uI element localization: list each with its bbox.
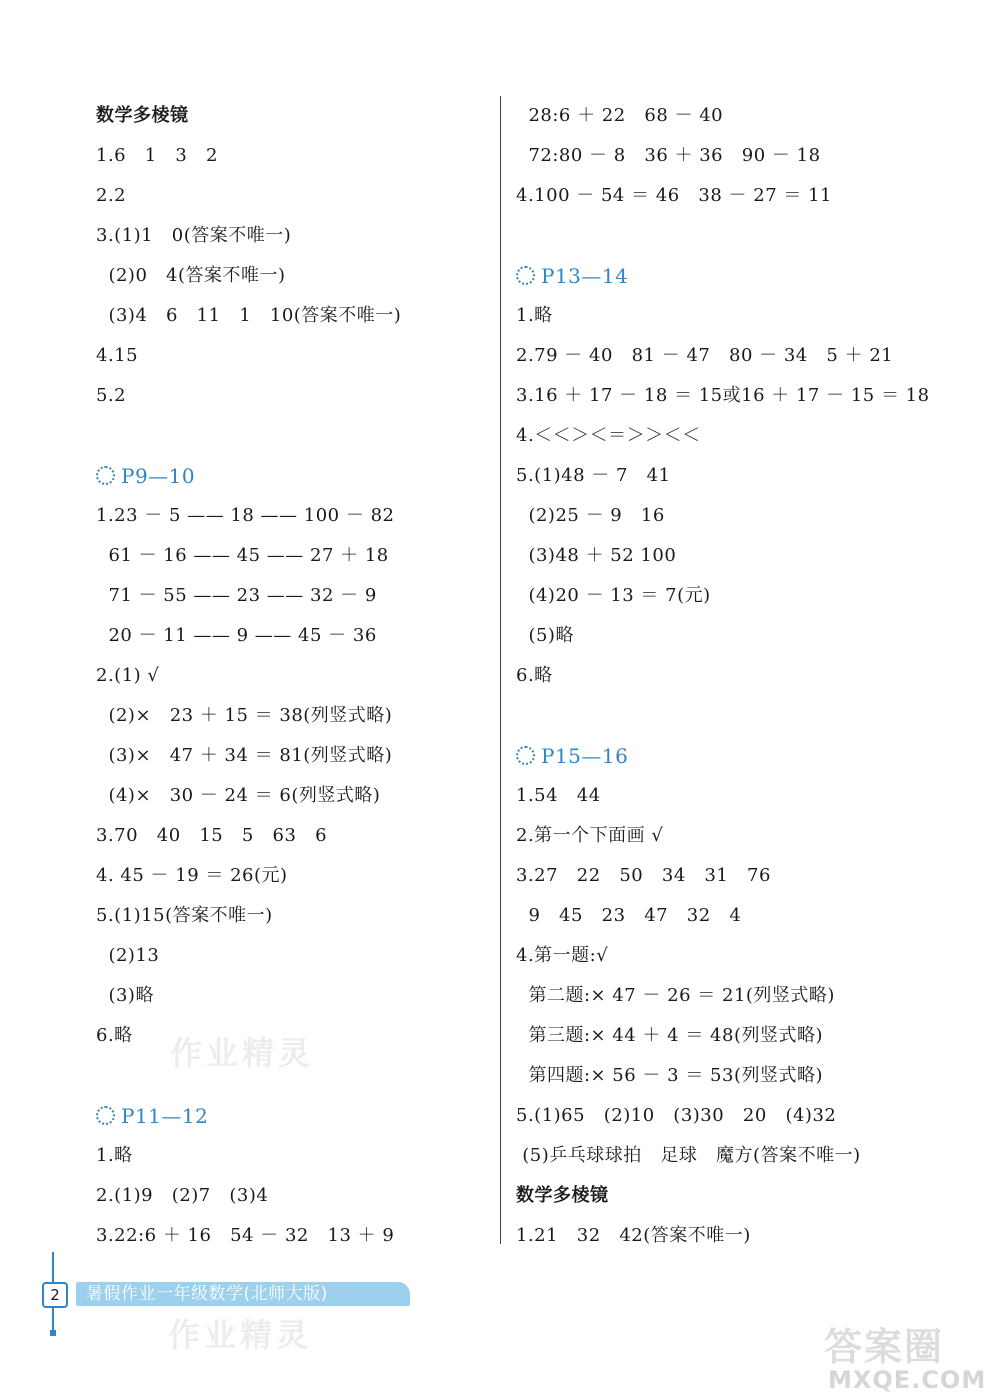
answer-line: 28:6 ＋ 22 68 － 40 (516, 105, 724, 126)
answer-line: (2)× 23 ＋ 15 ＝ 38(列竖式略) (96, 705, 393, 726)
answer-line: 9 45 23 47 32 4 (516, 905, 742, 926)
answer-line: (3)× 47 ＋ 34 ＝ 81(列竖式略) (96, 745, 393, 766)
answer-line: 1.23 － 5 —— 18 —— 100 － 82 (96, 505, 395, 526)
page-number: 2 (42, 1282, 68, 1308)
dotted-circle-icon (516, 746, 535, 765)
faint-watermark-stamp: 作业精灵 (170, 1034, 315, 1072)
answer-line: 72:80 － 8 36 ＋ 36 90 － 18 (516, 145, 821, 166)
answer-line: 71 － 55 —— 23 —— 32 － 9 (96, 585, 377, 606)
answer-line: 1.略 (96, 1145, 133, 1166)
answer-line: 3.16 ＋ 17 － 18 ＝ 15或16 ＋ 17 － 15 ＝ 18 (516, 385, 930, 406)
answer-line: 4.100 － 54 ＝ 46 38 － 27 ＝ 11 (516, 185, 832, 206)
answer-line: (4)× 30 － 24 ＝ 6(列竖式略) (96, 785, 381, 806)
answer-line: 第三题:× 44 ＋ 4 ＝ 48(列竖式略) (516, 1025, 824, 1046)
answer-line: 4.第一题:√ (516, 945, 609, 966)
column-divider (500, 96, 501, 1244)
page-footer (46, 1252, 376, 1342)
answer-line: 5.(1)15(答案不唯一) (96, 905, 273, 926)
section-heading (516, 264, 628, 288)
dotted-circle-icon (96, 466, 115, 485)
answer-line: (2)25 － 9 16 (516, 505, 665, 526)
answer-line: 1.54 44 (516, 785, 601, 806)
faint-watermark-stamp: 作业精灵 (168, 1316, 313, 1354)
answer-line: 3.22:6 ＋ 16 54 － 32 13 ＋ 9 (96, 1225, 395, 1246)
answer-line: 5.2 (96, 385, 127, 406)
answer-line: 6.略 (516, 665, 553, 686)
dotted-circle-icon (96, 1106, 115, 1125)
answer-line: 3.27 22 50 34 31 76 (516, 865, 771, 886)
dotted-circle-icon (516, 266, 535, 285)
answer-line: 5.(1)65 (2)10 (3)30 20 (4)32 (516, 1105, 837, 1126)
section-heading-text: P11—12 (121, 1104, 209, 1128)
answer-line: (3)4 6 11 1 10(答案不唯一) (96, 305, 402, 326)
answer-line: 2.第一个下面画 √ (516, 825, 664, 846)
answer-line: 61 － 16 —— 45 —— 27 ＋ 18 (96, 545, 389, 566)
answer-line: (2)13 (96, 945, 160, 966)
answer-line: 3.(1)1 0(答案不唯一) (96, 225, 292, 246)
section-heading-text: P9—10 (121, 464, 196, 488)
watermark-url: MXQE.COM (828, 1366, 987, 1394)
answer-line: 1.21 32 42(答案不唯一) (516, 1225, 751, 1246)
subsection-title: 数学多棱镜 (516, 1185, 609, 1206)
answer-line: 5.(1)48 － 7 41 (516, 465, 671, 486)
answer-line: (5)略 (516, 625, 574, 646)
answer-line: 1.略 (516, 305, 553, 326)
answer-line: (3)48 ＋ 52 100 (516, 545, 677, 566)
book-title-banner: 暑假作业一年级数学(北师大版) (76, 1282, 410, 1306)
section-heading (516, 744, 628, 768)
answer-line: 1.6 1 3 2 (96, 145, 218, 166)
answer-line: 第二题:× 47 － 26 ＝ 21(列竖式略) (516, 985, 835, 1006)
answer-line: 20 － 11 —— 9 —— 45 － 36 (96, 625, 377, 646)
answer-line: 2.(1)9 (2)7 (3)4 (96, 1185, 269, 1206)
answer-line: 第四题:× 56 － 3 ＝ 53(列竖式略) (516, 1065, 824, 1086)
section-heading-text: P15—16 (541, 744, 629, 768)
watermark-text: 答案圈 (824, 1325, 945, 1369)
answer-line: (4)20 － 13 ＝ 7(元) (516, 585, 711, 606)
answer-line: 2.(1) √ (96, 665, 160, 686)
answer-line: 3.70 40 15 5 63 6 (96, 825, 328, 846)
answer-line: 6.略 (96, 1025, 133, 1046)
answer-line: 2.2 (96, 185, 127, 206)
answer-line: 2.79 － 40 81 － 47 80 － 34 5 ＋ 21 (516, 345, 894, 366)
site-watermark-logo (824, 1316, 992, 1396)
answer-line: (2)0 4(答案不唯一) (96, 265, 286, 286)
answer-line: 4.＜＜＞＜＝＞＞＜＜ (516, 425, 701, 446)
subsection-title: 数学多棱镜 (96, 105, 189, 126)
answer-line: (5)乒乓球球拍 足球 魔方(答案不唯一) (516, 1145, 861, 1166)
answer-line: (3)略 (96, 985, 154, 1006)
answer-line: 4.15 (96, 345, 139, 366)
answer-line: 4. 45 － 19 ＝ 26(元) (96, 865, 288, 886)
section-heading (96, 464, 195, 488)
section-heading-text: P13—14 (541, 264, 629, 288)
section-heading (96, 1104, 208, 1128)
